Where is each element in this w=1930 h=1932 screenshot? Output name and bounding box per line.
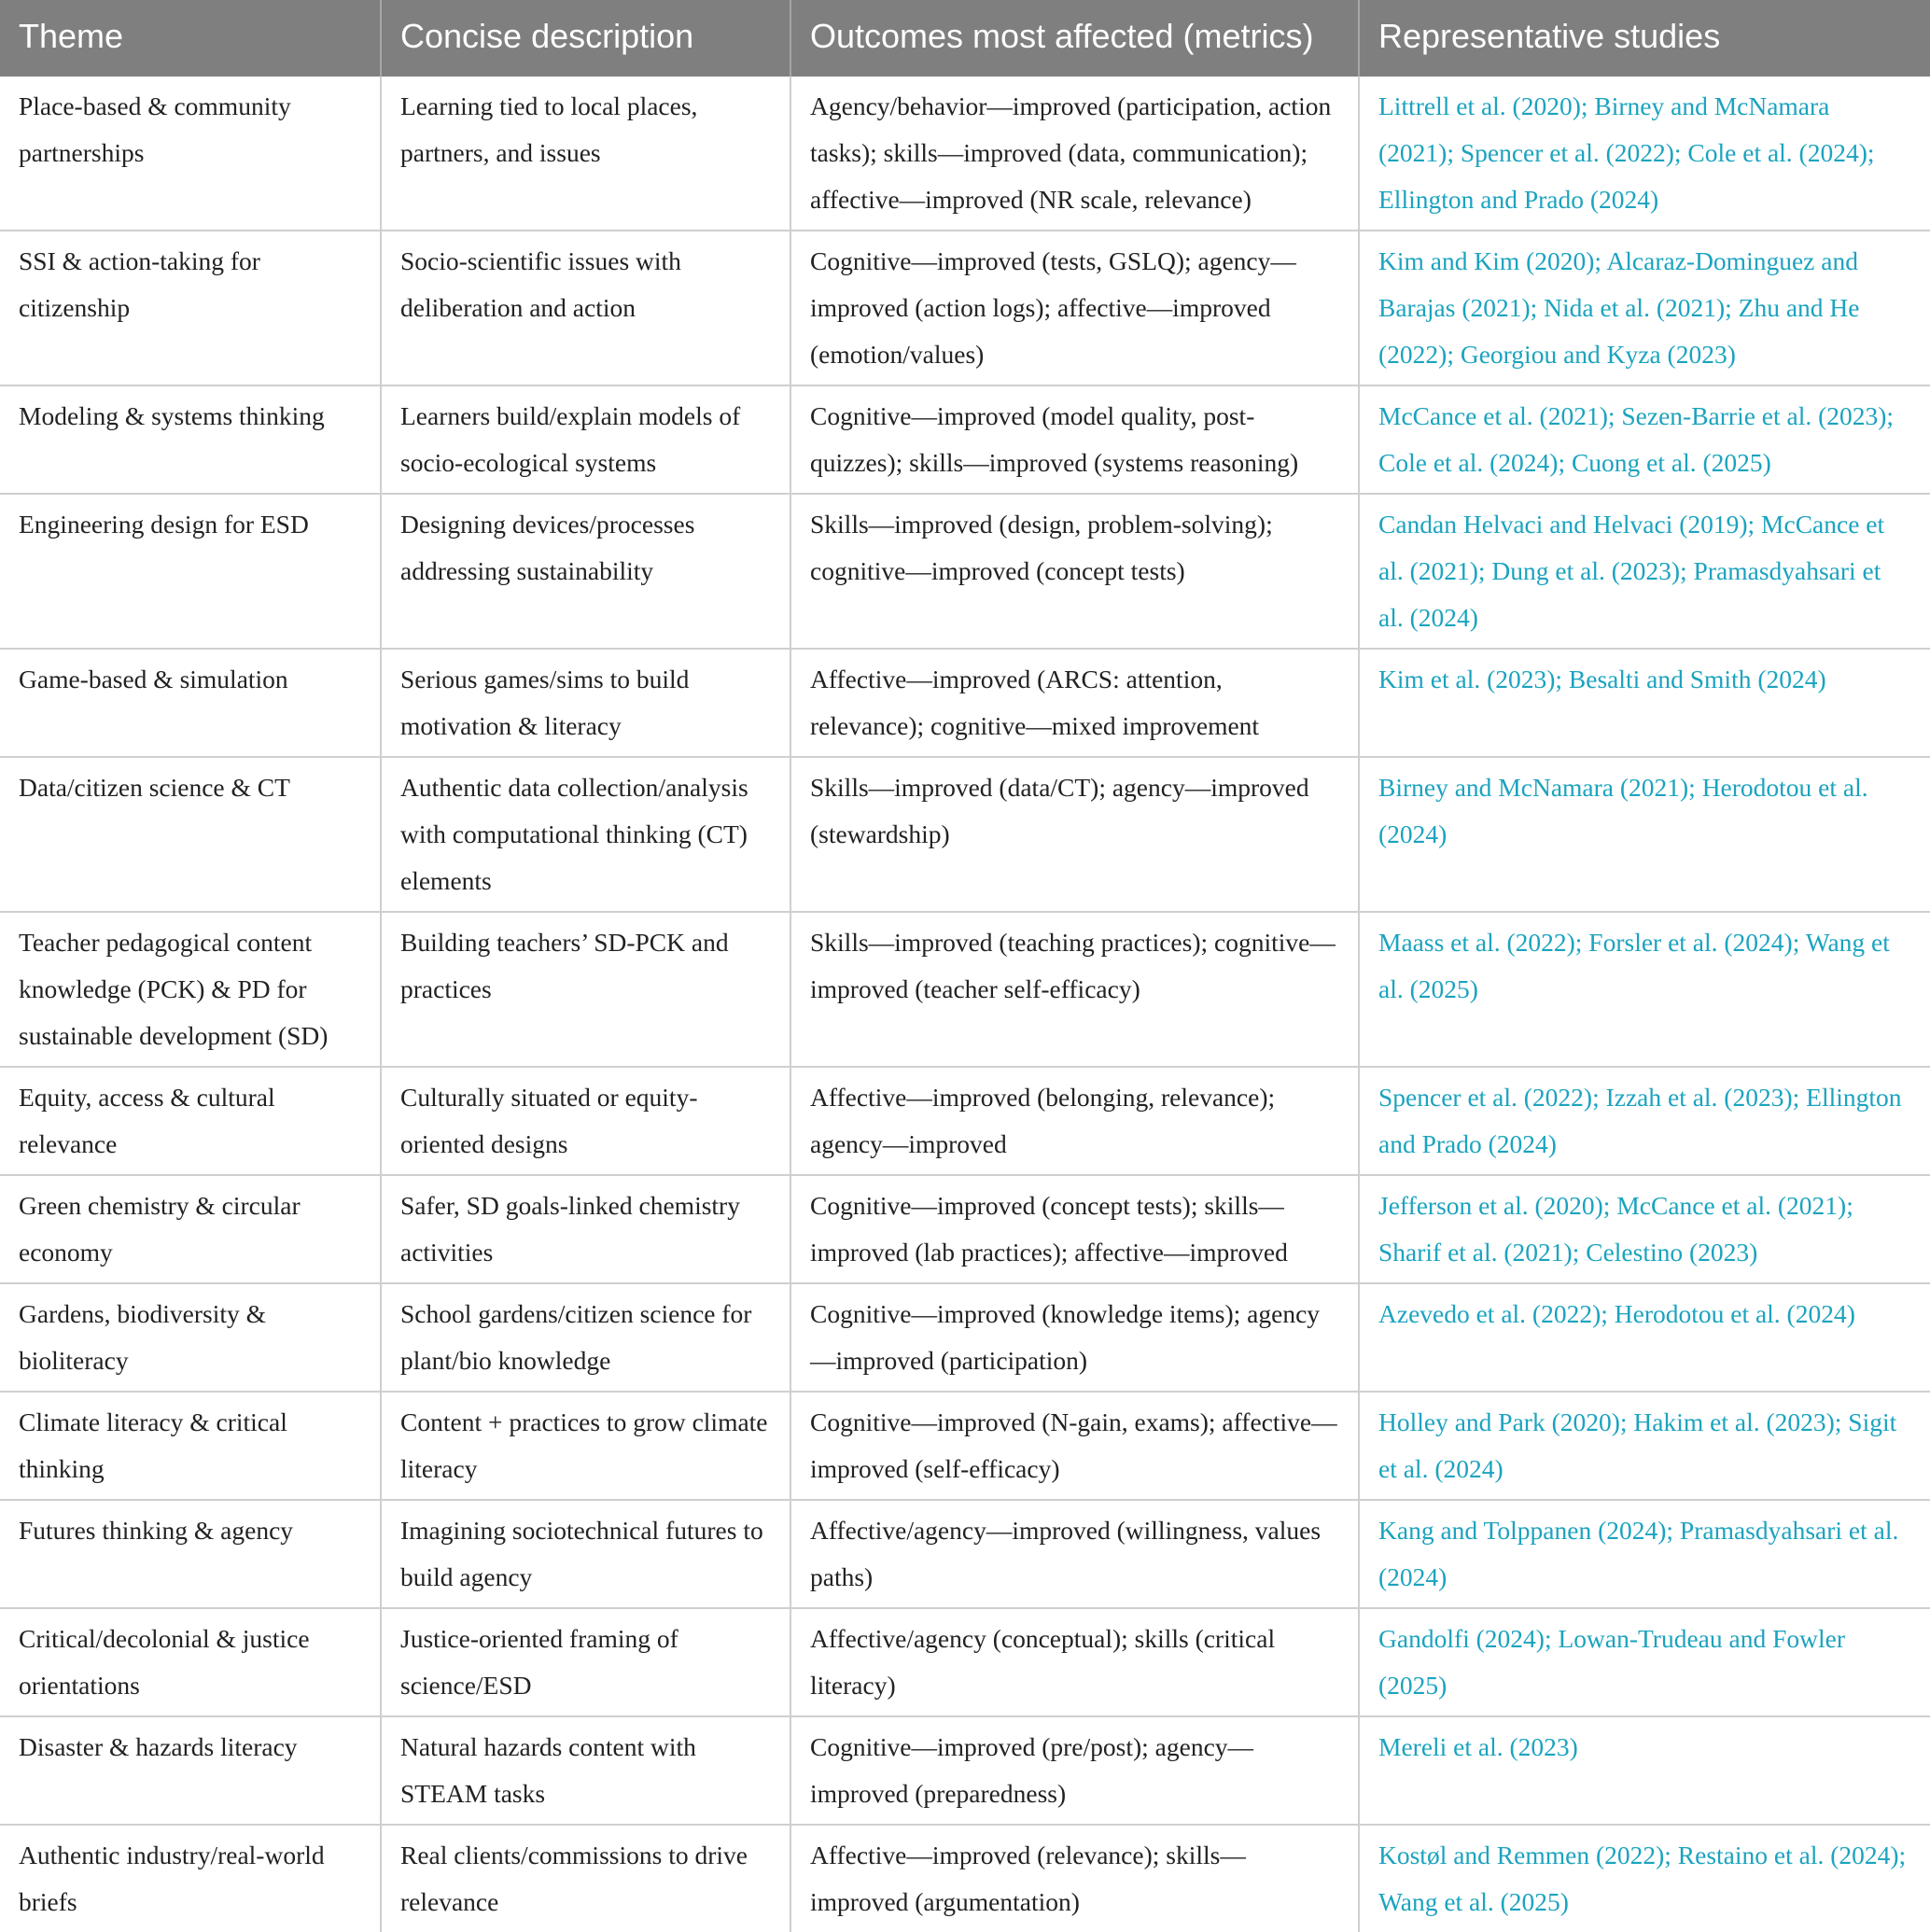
table-header-row bbox=[0, 0, 1930, 77]
description-cell: Serious games/sims to build motivation & literacy bbox=[381, 649, 790, 757]
studies-cell[interactable]: McCance et al. (2021); Sezen-Barrie et al. (2023); Cole et al. (2024); Cuong et al. (2025) bbox=[1359, 385, 1930, 494]
studies-cell[interactable]: Littrell et al. (2020); Birney and McNamara (2021); Spencer et al. (2022); Cole et al. (2024); Ellington and Prado (2024) bbox=[1359, 77, 1930, 231]
theme-cell: Game-based & simulation bbox=[0, 649, 381, 757]
theme-cell: Critical/decolonial & justice orientations bbox=[0, 1608, 381, 1716]
description-cell: Culturally situated or equity-oriented designs bbox=[381, 1067, 790, 1175]
studies-cell[interactable]: Kostøl and Remmen (2022); Restaino et al. (2024); Wang et al. (2025) bbox=[1378, 1841, 1907, 1916]
description-cell: Authentic data collection/analysis with computational thinking (CT) elements bbox=[381, 757, 790, 912]
header-description: Concise description bbox=[381, 0, 790, 77]
studies-cell[interactable]: Candan Helvaci and Helvaci (2019); McCance et al. (2021); Dung et al. (2023); Pramasdyahsari et al. (2024) bbox=[1359, 494, 1930, 649]
outcomes-cell: Affective/agency—improved (willingness, values paths) bbox=[790, 1500, 1359, 1608]
theme-cell: Authentic industry/real-world briefs bbox=[0, 1825, 381, 1932]
studies-cell[interactable]: Kang and Tolppanen (2024); Pramasdyahsari et al. (2024) bbox=[1359, 1500, 1930, 1608]
table-row bbox=[0, 912, 1930, 1067]
outcomes-cell: Cognitive—improved (pre/post); agency—improved (preparedness) bbox=[790, 1716, 1359, 1825]
header-studies: Representative studies bbox=[1359, 0, 1930, 77]
description-cell: Building teachers’ SD-PCK and practices bbox=[381, 912, 790, 1067]
outcomes-cell: Cognitive—improved (model quality, post-quizzes); skills—improved (systems reasoning) bbox=[790, 385, 1359, 494]
table-row bbox=[0, 1825, 1930, 1932]
table-row bbox=[0, 757, 1930, 912]
description-cell: School gardens/citizen science for plant/bio knowledge bbox=[381, 1283, 790, 1392]
theme-cell: Climate literacy & critical thinking bbox=[0, 1392, 381, 1500]
studies-cell[interactable]: Kim et al. (2023); Besalti and Smith (2024) bbox=[1359, 649, 1930, 757]
outcomes-cell: Cognitive—improved (knowledge items); agency—improved (participation) bbox=[790, 1283, 1359, 1392]
table-row bbox=[0, 1392, 1930, 1500]
studies-cell[interactable]: Maass et al. (2022); Forsler et al. (2024); Wang et al. (2025) bbox=[1359, 912, 1930, 1067]
studies-cell[interactable]: Spencer et al. (2022); Izzah et al. (2023); Ellington and Prado (2024) bbox=[1359, 1067, 1930, 1175]
outcomes-cell: Skills—improved (data/CT); agency—improved (stewardship) bbox=[790, 757, 1359, 912]
table-row bbox=[0, 1716, 1930, 1825]
studies-cell[interactable]: Kim and Kim (2020); Alcaraz-Dominguez and Barajas (2021); Nida et al. (2021); Zhu and He (2022); Georgiou and Kyza (2023) bbox=[1359, 231, 1930, 385]
outcomes-cell: Affective—improved (ARCS: attention, relevance); cognitive—mixed improvement bbox=[790, 649, 1359, 757]
outcomes-cell: Cognitive—improved (N-gain, exams); affective—improved (self-efficacy) bbox=[790, 1392, 1359, 1500]
studies-cell[interactable]: Birney and McNamara (2021); Herodotou et al. (2024) bbox=[1359, 757, 1930, 912]
header-theme: Theme bbox=[0, 0, 381, 77]
description-cell: Safer, SD goals-linked chemistry activities bbox=[381, 1175, 790, 1283]
table-row bbox=[0, 649, 1930, 757]
description-cell: Real clients/commissions to drive relevance bbox=[381, 1825, 790, 1932]
theme-cell: Modeling & systems thinking bbox=[0, 385, 381, 494]
table-row bbox=[0, 1175, 1930, 1283]
theme-cell: Engineering design for ESD bbox=[0, 494, 381, 649]
theme-cell: Place-based & community partnerships bbox=[0, 77, 381, 231]
theme-cell: Teacher pedagogical content knowledge (PCK) & PD for sustainable development (SD) bbox=[0, 912, 381, 1067]
theme-cell: Futures thinking & agency bbox=[0, 1500, 381, 1608]
theme-cell: Gardens, biodiversity & bioliteracy bbox=[0, 1283, 381, 1392]
outcomes-cell: Affective—improved (belonging, relevance); agency—improved bbox=[790, 1067, 1359, 1175]
header-outcomes: Outcomes most affected (metrics) bbox=[790, 0, 1359, 77]
table-row bbox=[0, 385, 1930, 494]
table-row bbox=[0, 1500, 1930, 1608]
description-cell: Learners build/explain models of socio-ecological systems bbox=[381, 385, 790, 494]
theme-cell: Disaster & hazards literacy bbox=[0, 1716, 381, 1825]
description-cell: Imagining sociotechnical futures to build agency bbox=[381, 1500, 790, 1608]
studies-cell[interactable]: Jefferson et al. (2020); McCance et al. (2021); Sharif et al. (2021); Celestino (2023) bbox=[1359, 1175, 1930, 1283]
description-cell: Natural hazards content with STEAM tasks bbox=[381, 1716, 790, 1825]
outcomes-cell: Agency/behavior—improved (participation, action tasks); skills—improved (data, communication); affective—improved (NR scale, relevance) bbox=[790, 77, 1359, 231]
description-cell: Justice-oriented framing of science/ESD bbox=[381, 1608, 790, 1716]
table-row bbox=[0, 77, 1930, 231]
studies-cell[interactable]: Azevedo et al. (2022); Herodotou et al. (2024) bbox=[1359, 1283, 1930, 1392]
outcomes-cell: Skills—improved (design, problem-solving); cognitive—improved (concept tests) bbox=[790, 494, 1359, 649]
table-row bbox=[0, 1067, 1930, 1175]
table-row bbox=[0, 231, 1930, 385]
description-cell: Designing devices/processes addressing sustainability bbox=[381, 494, 790, 649]
table-row bbox=[0, 1608, 1930, 1716]
theme-cell: Equity, access & cultural relevance bbox=[0, 1067, 381, 1175]
studies-cell[interactable]: Mereli et al. (2023) bbox=[1359, 1716, 1930, 1825]
theme-cell: Data/citizen science & CT bbox=[0, 757, 381, 912]
studies-cell[interactable]: Holley and Park (2020); Hakim et al. (2023); Sigit et al. (2024) bbox=[1359, 1392, 1930, 1500]
outcomes-cell: Cognitive—improved (concept tests); skills—improved (lab practices); affective—improved bbox=[790, 1175, 1359, 1283]
theme-cell: SSI & action-taking for citizenship bbox=[0, 231, 381, 385]
description-cell: Content + practices to grow climate literacy bbox=[381, 1392, 790, 1500]
description-cell: Learning tied to local places, partners, and issues bbox=[381, 77, 790, 231]
table-row bbox=[0, 1283, 1930, 1392]
outcomes-cell: Affective/agency (conceptual); skills (critical literacy) bbox=[790, 1608, 1359, 1716]
outcomes-cell: Affective—improved (relevance); skills—improved (argumentation) bbox=[790, 1825, 1359, 1932]
theme-cell: Green chemistry & circular economy bbox=[0, 1175, 381, 1283]
studies-cell[interactable]: Gandolfi (2024); Lowan-Trudeau and Fowler (2025) bbox=[1359, 1608, 1930, 1716]
table-row bbox=[0, 494, 1930, 649]
outcomes-cell: Skills—improved (teaching practices); cognitive—improved (teacher self-efficacy) bbox=[790, 912, 1359, 1067]
description-cell: Socio-scientific issues with deliberation and action bbox=[381, 231, 790, 385]
outcomes-cell: Cognitive—improved (tests, GSLQ); agency—improved (action logs); affective—improved (emotion/values) bbox=[790, 231, 1359, 385]
